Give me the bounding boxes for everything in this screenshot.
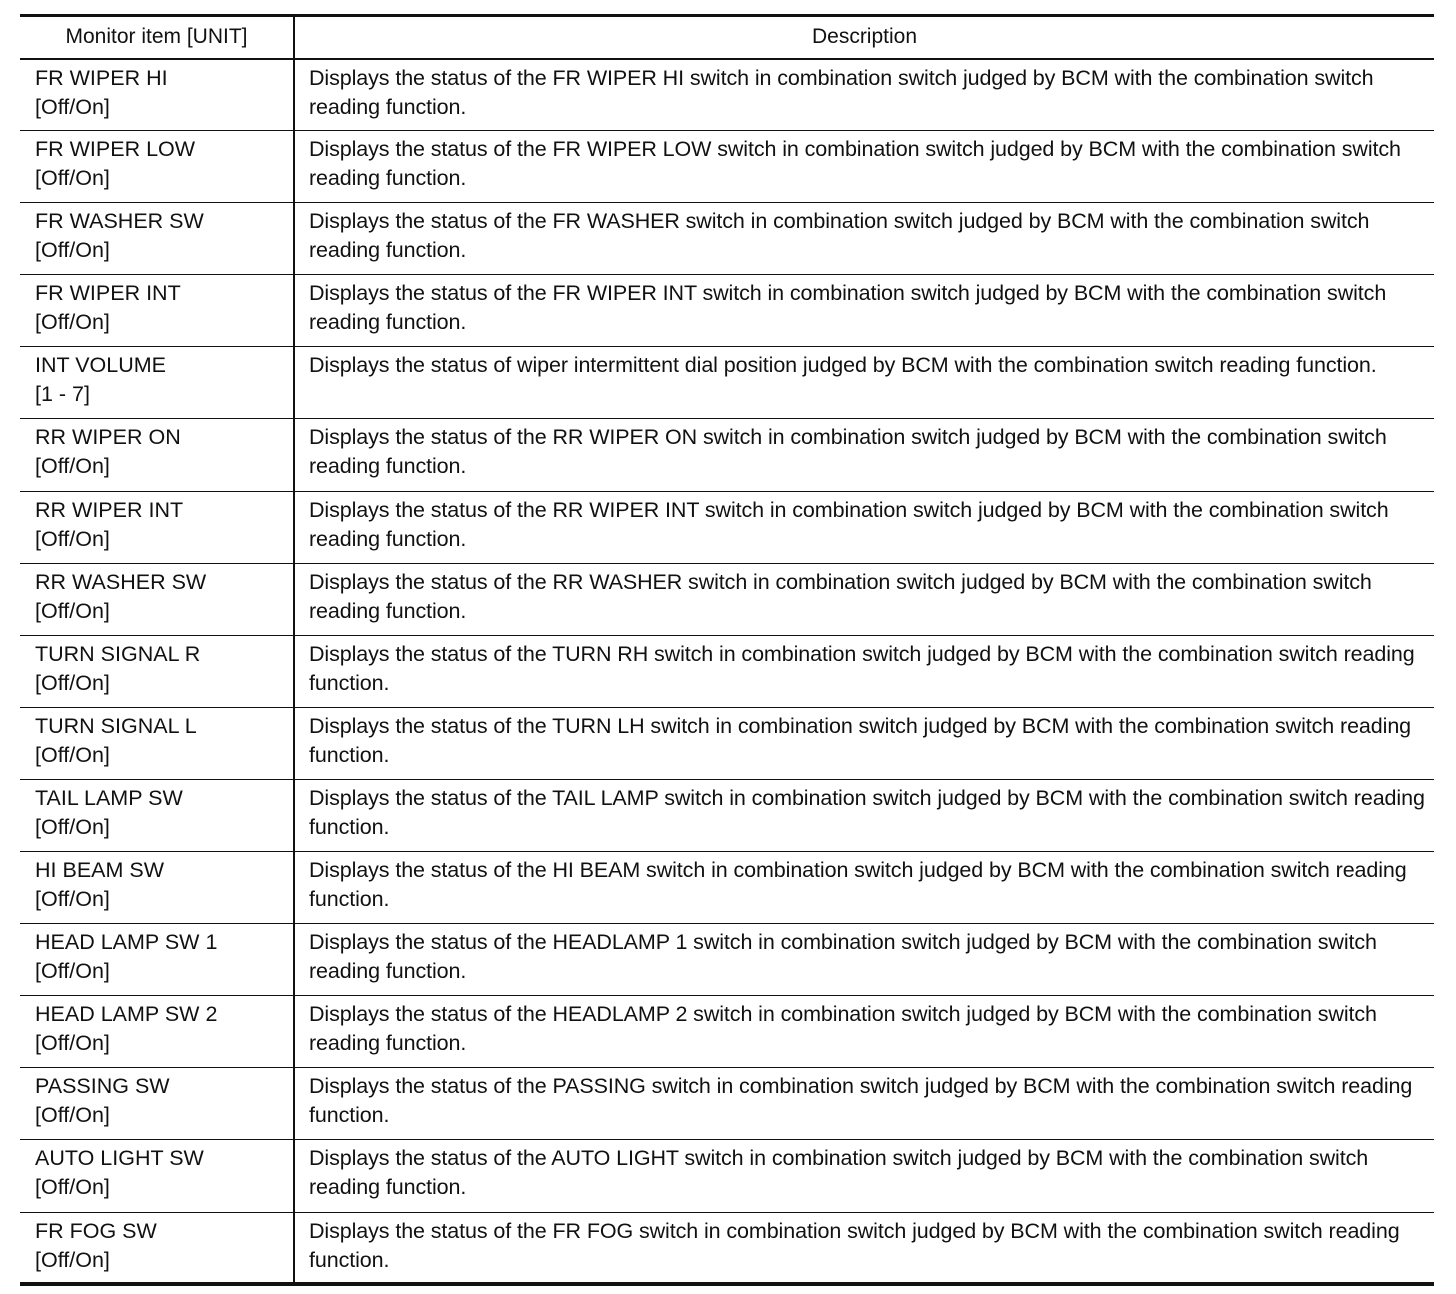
monitor-item-name: INT VOLUME [35,353,167,378]
description-cell: Displays the status of the RR WASHER switch in combination switch judged by BCM with the combination switch reading function. [294,563,1434,635]
table-row [20,635,1434,707]
monitor-item-unit: [Off/On] [35,1103,110,1128]
monitor-item-cell [20,203,294,275]
description-cell: Displays the status of the RR WIPER ON switch in combination switch judged by BCM with the combination switch reading function. [294,419,1434,491]
monitor-item-name: HEAD LAMP SW 1 [35,930,218,955]
monitor-item-cell [20,1140,294,1212]
monitor-item-name: HEAD LAMP SW 2 [35,1002,218,1027]
monitor-item-cell [20,707,294,779]
table-row [20,131,1434,203]
monitor-item-cell [20,491,294,563]
monitor-item-unit: [Off/On] [35,742,110,767]
monitor-item-unit: [Off/On] [35,598,110,623]
monitor-item-cell [20,852,294,924]
monitor-item-name: TURN SIGNAL R [35,641,201,666]
description-cell: Displays the status of the RR WIPER INT switch in combination switch judged by BCM with the combination switch reading function. [294,491,1434,563]
monitor-item-name: RR WIPER INT [35,497,184,522]
table-row [20,419,1434,491]
table-row [20,1212,1434,1284]
monitor-item-unit: [Off/On] [35,94,110,119]
description-cell: Displays the status of the FR WIPER LOW switch in combination switch judged by BCM with the combination switch reading function. [294,131,1434,203]
monitor-item-table-container [20,14,1434,1286]
header-description: Description [294,16,1434,59]
table-row [20,1068,1434,1140]
monitor-item-name: FR FOG SW [35,1218,157,1243]
monitor-item-cell [20,275,294,347]
monitor-item-name: RR WASHER SW [35,569,207,594]
monitor-item-unit: [Off/On] [35,1247,110,1272]
monitor-item-unit: [Off/On] [35,526,110,551]
table-row [20,491,1434,563]
table-row [20,563,1434,635]
table-row [20,996,1434,1068]
monitor-item-cell [20,996,294,1068]
description-cell: Displays the status of the PASSING switch in combination switch judged by BCM with the combination switch reading function. [294,1068,1434,1140]
table-row [20,347,1434,419]
table-row [20,203,1434,275]
monitor-item-unit: [Off/On] [35,887,110,912]
monitor-item-cell [20,131,294,203]
table-header [20,16,1434,59]
monitor-item-name: FR WIPER HI [35,65,168,90]
monitor-item-name: FR WASHER SW [35,209,204,234]
monitor-item-name: FR WIPER INT [35,281,181,306]
description-cell: Displays the status of the FR WIPER HI switch in combination switch judged by BCM with the combination switch reading function. [294,59,1434,131]
table-header-row [20,16,1434,59]
table-row [20,852,1434,924]
description-cell: Displays the status of the FR WASHER switch in combination switch judged by BCM with the combination switch reading function. [294,203,1434,275]
monitor-item-unit: [Off/On] [35,1175,110,1200]
monitor-item-unit: [Off/On] [35,454,110,479]
description-cell: Displays the status of the HI BEAM switch in combination switch judged by BCM with the combination switch reading function. [294,852,1434,924]
monitor-item-cell [20,1068,294,1140]
description-cell: Displays the status of the TAIL LAMP switch in combination switch judged by BCM with the combination switch reading function. [294,779,1434,851]
monitor-item-name: TAIL LAMP SW [35,785,183,810]
monitor-item-cell [20,59,294,131]
monitor-item-table [20,14,1434,1286]
description-cell: Displays the status of the HEADLAMP 1 switch in combination switch judged by BCM with the combination switch reading function. [294,924,1434,996]
monitor-item-unit: [Off/On] [35,670,110,695]
monitor-item-cell [20,924,294,996]
monitor-item-name: AUTO LIGHT SW [35,1146,204,1171]
monitor-item-cell [20,347,294,419]
table-row [20,275,1434,347]
monitor-item-unit: [Off/On] [35,310,110,335]
monitor-item-name: FR WIPER LOW [35,137,196,162]
table-body [20,59,1434,1285]
monitor-item-cell [20,635,294,707]
description-cell: Displays the status of the TURN LH switch in combination switch judged by BCM with the combination switch reading function. [294,707,1434,779]
table-row [20,924,1434,996]
table-row [20,779,1434,851]
monitor-item-unit: [Off/On] [35,1031,110,1056]
monitor-item-name: RR WIPER ON [35,425,181,450]
monitor-item-name: HI BEAM SW [35,858,165,883]
description-cell: Displays the status of wiper intermittent dial position judged by BCM with the combination switch reading function. [294,347,1434,419]
table-row [20,59,1434,131]
monitor-item-cell [20,779,294,851]
header-monitor-item: Monitor item [UNIT] [20,16,294,59]
monitor-item-unit: [1 - 7] [35,382,90,407]
monitor-item-name: TURN SIGNAL L [35,713,197,738]
monitor-item-name: PASSING SW [35,1074,170,1099]
monitor-item-unit: [Off/On] [35,959,110,984]
monitor-item-cell [20,563,294,635]
table-row [20,1140,1434,1212]
description-cell: Displays the status of the TURN RH switch in combination switch judged by BCM with the combination switch reading function. [294,635,1434,707]
table-row [20,707,1434,779]
description-cell: Displays the status of the AUTO LIGHT switch in combination switch judged by BCM with the combination switch reading function. [294,1140,1434,1212]
monitor-item-unit: [Off/On] [35,166,110,191]
monitor-item-unit: [Off/On] [35,238,110,263]
monitor-item-cell [20,1212,294,1284]
monitor-item-cell [20,419,294,491]
description-cell: Displays the status of the FR FOG switch in combination switch judged by BCM with the combination switch reading function. [294,1212,1434,1284]
monitor-item-unit: [Off/On] [35,814,110,839]
description-cell: Displays the status of the FR WIPER INT switch in combination switch judged by BCM with the combination switch reading function. [294,275,1434,347]
description-cell: Displays the status of the HEADLAMP 2 switch in combination switch judged by BCM with the combination switch reading function. [294,996,1434,1068]
